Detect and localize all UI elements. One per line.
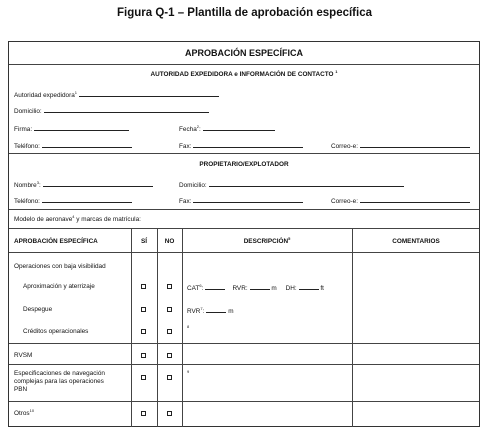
credits-yes-checkbox[interactable]: [141, 329, 146, 334]
pbn-no-checkbox[interactable]: [167, 375, 172, 380]
col-header-description: DESCRIPCIÓN$^5$: [243, 235, 291, 245]
date-field[interactable]: Fecha$^2$:: [179, 124, 275, 134]
col-header-no: NO: [164, 238, 175, 245]
other-yes-checkbox[interactable]: [141, 411, 146, 416]
divider: [9, 401, 479, 402]
divider: [9, 228, 479, 229]
owner-section-title: PROPIETARIO/EXPLOTADOR: [199, 161, 289, 168]
pbn-label-3: PBN: [14, 386, 28, 393]
approach-no-checkbox[interactable]: [167, 284, 172, 289]
owner-fax-field[interactable]: Fax:: [179, 196, 303, 206]
owner-email-field[interactable]: Correo-e:: [331, 196, 470, 206]
col-header-approval: APROBACIÓN ESPECÍFICA: [14, 238, 98, 245]
approach-label: Aproximación y aterrizaje: [23, 283, 95, 290]
aircraft-model-field[interactable]: Modelo de aeronave$^4$ y marcas de matrícula:: [14, 213, 141, 223]
col-header-yes: SÍ: [140, 238, 148, 245]
figure-title: Figura Q-1 – Plantilla de aprobación específica: [117, 7, 372, 19]
credits-description[interactable]: 8: [187, 323, 190, 329]
divider: [9, 343, 479, 344]
divider: [9, 252, 479, 253]
authority-address-field[interactable]: Domicilio:: [14, 106, 209, 116]
takeoff-yes-checkbox[interactable]: [141, 307, 146, 312]
approach-description[interactable]: CAT$^6$: RVR: m DH: ft: [187, 282, 324, 292]
owner-name-field[interactable]: Nombre$^3$:: [14, 180, 153, 190]
takeoff-description[interactable]: RVR$^7$: m: [187, 305, 234, 315]
rvsm-no-checkbox[interactable]: [167, 353, 172, 358]
pbn-yes-checkbox[interactable]: [141, 375, 146, 380]
owner-phone-field[interactable]: Teléfono:: [14, 196, 132, 206]
authority-fax-field[interactable]: Fax:: [179, 141, 303, 151]
form-header: APROBACIÓN ESPECÍFICA: [184, 48, 303, 58]
low-visibility-title: Operaciones con baja visibilidad: [14, 263, 106, 270]
owner-address-field[interactable]: Domicilio:: [179, 180, 404, 190]
other-no-checkbox[interactable]: [167, 411, 172, 416]
signature-field[interactable]: Firma:: [14, 124, 129, 134]
divider: [9, 209, 479, 210]
credits-label: Créditos operacionales: [23, 328, 89, 335]
rvsm-yes-checkbox[interactable]: [141, 353, 146, 358]
authority-section-title: AUTORIDAD EXPEDIDORA e INFORMACIÓN DE CONTACTO $^1$: [150, 68, 338, 78]
pbn-label-2: complejas para las operaciones: [14, 378, 104, 385]
rvsm-label: RVSM: [14, 352, 33, 359]
col-divider: [157, 228, 158, 427]
divider: [9, 364, 479, 365]
takeoff-label: Despegue: [23, 306, 53, 313]
col-divider: [131, 228, 132, 427]
credits-no-checkbox[interactable]: [167, 329, 172, 334]
takeoff-no-checkbox[interactable]: [167, 307, 172, 312]
authority-phone-field[interactable]: Teléfono:: [14, 141, 132, 151]
authority-email-field[interactable]: Correo-e:: [331, 141, 470, 151]
col-header-comments: COMENTARIOS: [392, 238, 440, 245]
divider: [9, 64, 479, 65]
col-divider: [352, 228, 353, 427]
approach-yes-checkbox[interactable]: [141, 284, 146, 289]
col-divider: [182, 228, 183, 427]
pbn-description[interactable]: 9: [187, 368, 190, 374]
issuing-authority-field[interactable]: Autoridad expedidora$^1$: [14, 90, 219, 100]
divider: [9, 153, 479, 154]
approval-form: [8, 41, 480, 427]
pbn-label-1: Especificaciones de navegación: [14, 370, 105, 377]
other-label: Otros$^{10}$: [14, 407, 35, 417]
